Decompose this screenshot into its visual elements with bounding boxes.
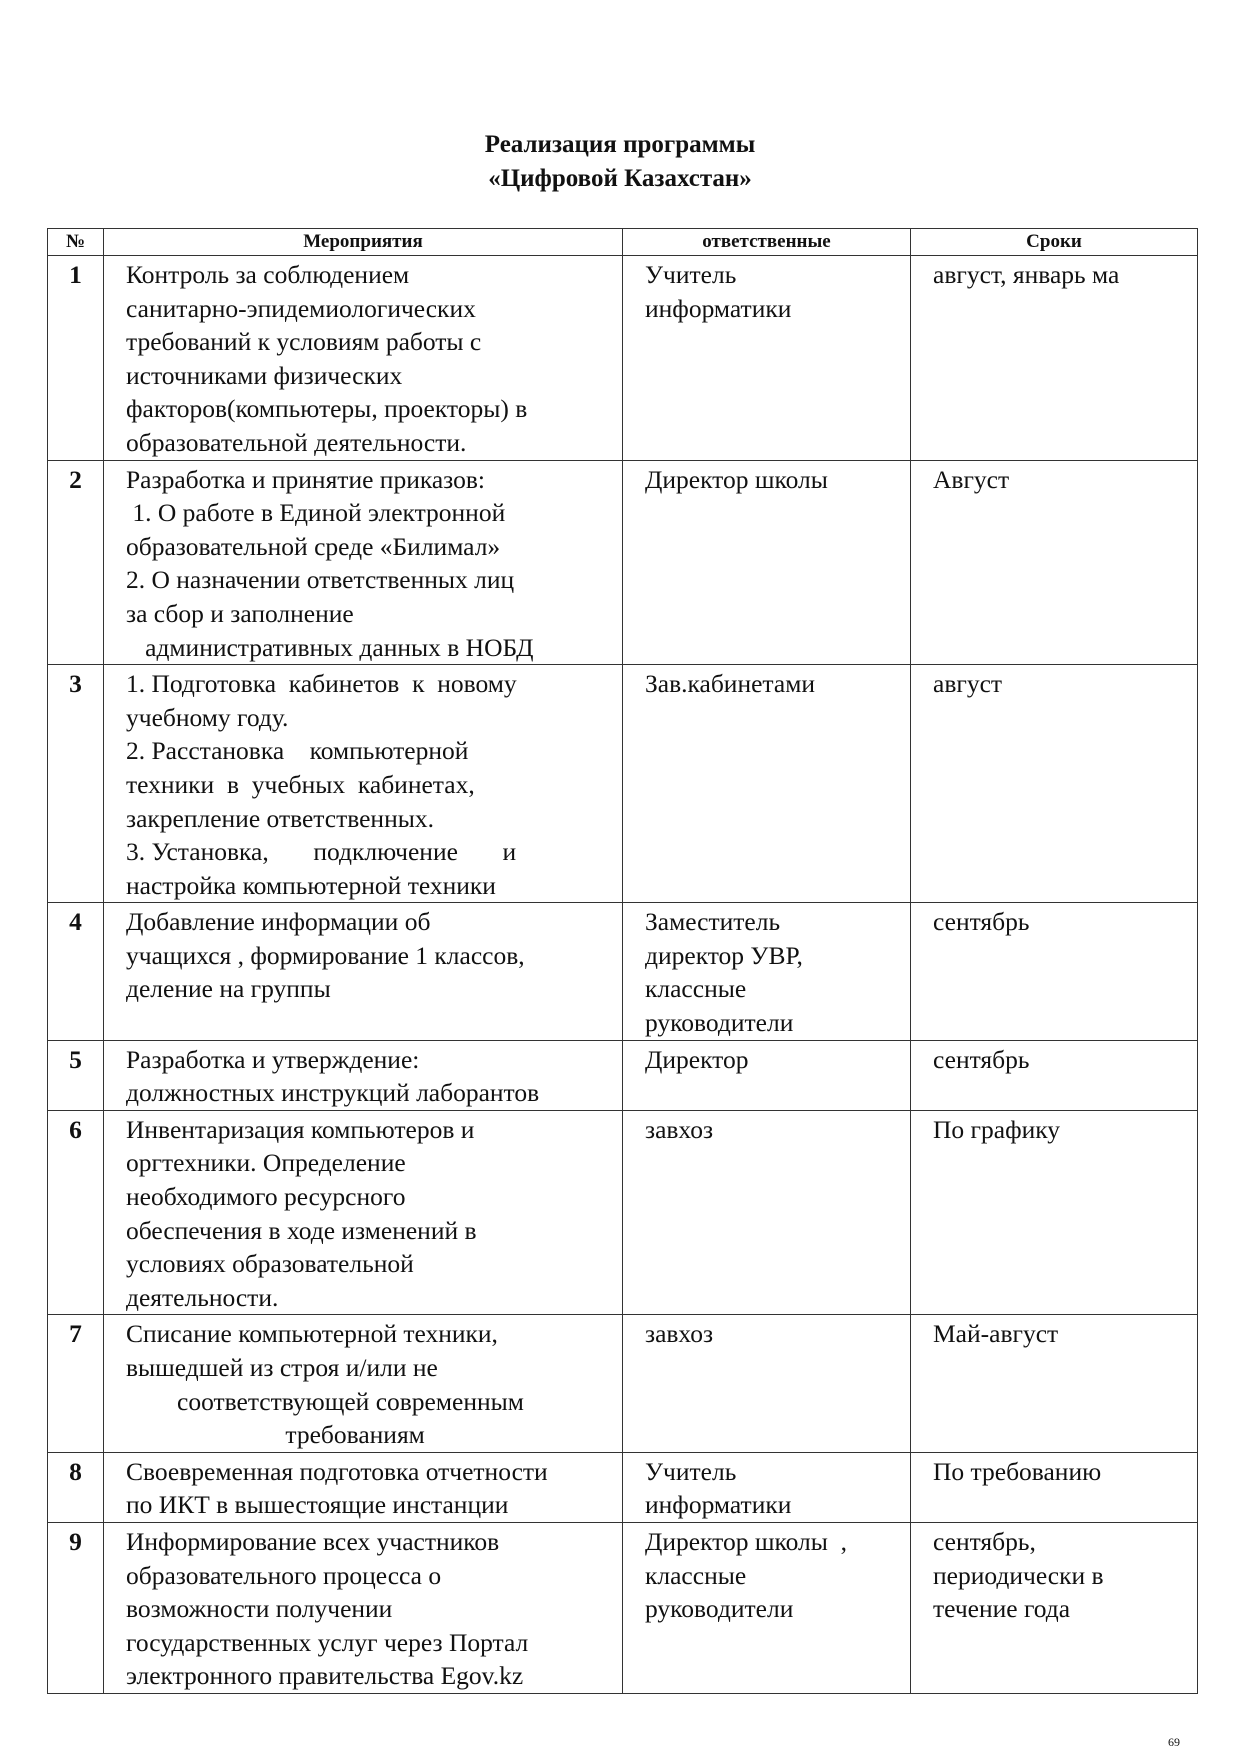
table-row <box>48 460 1198 665</box>
term-cell-line: август <box>933 669 1003 699</box>
term-cell-line: сентябрь <box>933 907 1030 937</box>
header-num: № <box>48 229 104 256</box>
event-cell <box>104 1040 623 1110</box>
event-cell-line: 1. О работе в Единой электронной <box>126 498 506 528</box>
term-cell <box>911 1315 1198 1452</box>
responsible-cell <box>623 1315 911 1452</box>
event-cell-line: источниками физических <box>126 360 403 390</box>
row-number: 4 <box>48 903 104 1040</box>
term-cell-line: август, январь ма <box>933 260 1120 289</box>
term-cell-line: По требованию <box>933 1456 1102 1486</box>
responsible-cell-line: Учитель <box>645 260 737 289</box>
event-cell-line: учащихся , формирование 1 классов, <box>126 940 525 970</box>
page-number: 69 <box>1168 1735 1180 1749</box>
header-term: Сроки <box>911 229 1198 256</box>
event-cell-line: Разработка и утверждение: <box>126 1044 420 1074</box>
term-cell-line: течение года <box>933 1594 1071 1624</box>
row-number: 6 <box>48 1110 104 1315</box>
table-row <box>48 1040 1198 1110</box>
term-cell <box>911 1522 1198 1693</box>
table-header-row <box>48 229 1198 256</box>
term-cell-line: сентябрь <box>933 1044 1030 1074</box>
event-cell-line: за сбор и заполнение <box>126 598 354 628</box>
term-cell <box>911 460 1198 665</box>
responsible-cell-line: завхоз <box>645 1319 714 1349</box>
event-cell-line: закрепление ответственных. <box>126 803 434 833</box>
event-cell-line: административных данных в НОБД <box>126 632 534 662</box>
header-responsible: ответственные <box>623 229 911 256</box>
responsible-cell <box>623 1452 911 1522</box>
event-cell-line: государственных услуг через Портал <box>126 1627 529 1657</box>
responsible-cell-line: Заместитель <box>645 907 781 937</box>
responsible-cell <box>623 1110 911 1315</box>
term-cell-line: периодически в <box>933 1560 1104 1590</box>
table-row <box>48 256 1198 461</box>
row-number: 8 <box>48 1452 104 1522</box>
responsible-cell-line: Учитель <box>645 1456 737 1486</box>
responsible-cell-line: завхоз <box>645 1114 714 1144</box>
event-cell <box>104 460 623 665</box>
table-row <box>48 665 1198 903</box>
event-cell-line: техники в учебных кабинетах, <box>126 769 475 799</box>
event-cell-line: электронного правительства Egov.kz <box>126 1661 524 1691</box>
event-cell-line: Инвентаризация компьютеров и <box>126 1114 475 1144</box>
responsible-cell <box>623 665 911 903</box>
term-cell <box>911 1452 1198 1522</box>
table-row <box>48 1315 1198 1452</box>
event-cell-line: 2. О назначении ответственных лиц <box>126 565 515 595</box>
event-cell-line: деятельности. <box>126 1282 279 1312</box>
term-cell <box>911 1110 1198 1315</box>
event-cell-line: должностных инструкций лаборантов <box>126 1078 540 1108</box>
term-cell-line: По графику <box>933 1114 1061 1144</box>
table-row <box>48 1110 1198 1315</box>
responsible-cell-line: директор УВР, <box>645 940 803 970</box>
event-cell <box>104 1110 623 1315</box>
responsible-cell <box>623 256 911 461</box>
responsible-cell-line: классные <box>645 1560 747 1590</box>
event-cell-line: образовательного процесса о <box>126 1560 442 1590</box>
term-cell <box>911 256 1198 461</box>
term-cell-line: Май-август <box>933 1319 1059 1349</box>
responsible-cell-line: руководители <box>645 1594 794 1624</box>
responsible-cell-line: информатики <box>645 293 792 323</box>
responsible-cell <box>623 1040 911 1110</box>
responsible-cell <box>623 1522 911 1693</box>
event-cell-line: Своевременная подготовка отчетности <box>126 1456 548 1486</box>
row-number: 5 <box>48 1040 104 1110</box>
event-cell <box>104 665 623 903</box>
event-cell-line: Списание компьютерной техники, <box>126 1319 498 1349</box>
event-cell-line: образовательной среде «Билимал» <box>126 531 501 561</box>
event-cell-line: возможности получении <box>126 1594 393 1624</box>
event-cell-line: Информирование всех участников <box>126 1526 500 1556</box>
event-cell-line: 2. Расстановка компьютерной <box>126 736 469 766</box>
event-cell-line: деление на группы <box>126 974 331 1004</box>
table-body <box>48 256 1198 1694</box>
event-cell <box>104 256 623 461</box>
term-cell <box>911 1040 1198 1110</box>
event-cell-line: по ИКТ в вышестоящие инстанции <box>126 1490 509 1520</box>
table-row <box>48 1522 1198 1693</box>
event-cell-line: требований к условиям работы с <box>126 327 482 357</box>
term-cell <box>911 903 1198 1040</box>
event-cell <box>104 903 623 1040</box>
row-number: 9 <box>48 1522 104 1693</box>
event-cell-line: Контроль за соблюдением <box>126 260 410 289</box>
title-line-2: «Цифровой Казахстан» <box>488 165 752 192</box>
responsible-cell <box>623 460 911 665</box>
event-cell-line: образовательной деятельности. <box>126 427 467 457</box>
event-cell-line: настройка компьютерной техники <box>126 870 496 900</box>
term-cell-line: Август <box>933 464 1010 494</box>
event-cell-line: требованиям <box>126 1420 425 1450</box>
event-cell-line: вышедшей из строя и/или не <box>126 1353 438 1382</box>
event-cell-line: соответствующей современным <box>126 1386 524 1416</box>
event-cell-line: 3. Установка, подключение и <box>126 837 517 867</box>
event-cell-line: санитарно-эпидемиологических <box>126 293 476 323</box>
events-table <box>47 228 1198 1694</box>
title-line-1: Реализация программы <box>484 131 756 158</box>
event-cell-line: Добавление информации об <box>126 907 431 937</box>
responsible-cell-line: Зав.кабинетами <box>645 669 815 699</box>
responsible-cell-line: информатики <box>645 1490 792 1520</box>
event-cell <box>104 1522 623 1693</box>
event-cell-line: 1. Подготовка кабинетов к новому <box>126 669 517 699</box>
responsible-cell-line: Директор школы <box>645 464 828 494</box>
responsible-cell-line: классные <box>645 974 747 1004</box>
row-number: 3 <box>48 665 104 903</box>
event-cell-line: необходимого ресурсного <box>126 1182 406 1212</box>
row-number: 2 <box>48 460 104 665</box>
row-number: 7 <box>48 1315 104 1452</box>
responsible-cell-line: Директор школы , <box>645 1526 847 1556</box>
event-cell-line: обеспечения в ходе изменений в <box>126 1215 477 1245</box>
event-cell-line: условиях образовательной <box>126 1249 414 1279</box>
event-cell <box>104 1452 623 1522</box>
header-event: Мероприятия <box>104 229 623 256</box>
table-row <box>48 1452 1198 1522</box>
event-cell <box>104 1315 623 1452</box>
event-cell-line: факторов(компьютеры, проекторы) в <box>126 394 528 424</box>
event-cell-line: учебному году. <box>126 702 289 732</box>
responsible-cell-line: Директор <box>645 1044 749 1074</box>
event-cell-line: оргтехники. Определение <box>126 1148 406 1178</box>
table-row <box>48 903 1198 1040</box>
event-cell-line: Разработка и принятие приказов: <box>126 464 485 494</box>
document-title <box>0 128 1240 196</box>
row-number: 1 <box>48 256 104 461</box>
term-cell-line: сентябрь, <box>933 1526 1036 1556</box>
responsible-cell-line: руководители <box>645 1008 794 1038</box>
term-cell <box>911 665 1198 903</box>
responsible-cell <box>623 903 911 1040</box>
